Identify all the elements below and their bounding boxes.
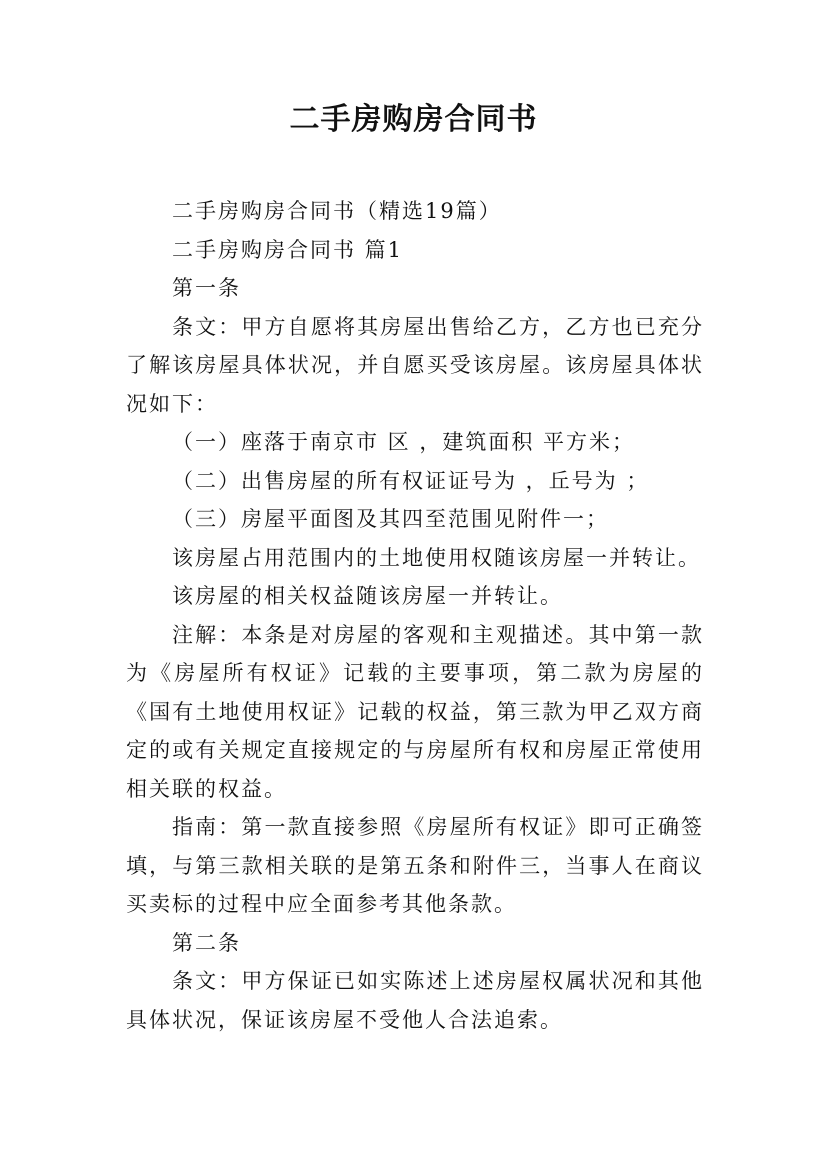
paragraph-article-1-text: 条文：甲方自愿将其房屋出售给乙方，乙方也已充分了解该房屋具体状况，并自愿买受该房屋。该房屋具体状况如下： bbox=[126, 314, 704, 416]
document-body bbox=[126, 192, 704, 1039]
paragraph-item-2: （二）出售房屋的所有权证证号为 ，丘号为 ； bbox=[172, 468, 650, 493]
paragraph-item-1: （一）座落于南京市 区 ，建筑面积 平方米； bbox=[172, 430, 636, 454]
document-title: 二手房购房合同书 bbox=[289, 102, 538, 137]
paragraph-item-3: （三）房屋平面图及其四至范围见附件一； bbox=[172, 507, 609, 531]
paragraph-article-2-text: 条文：甲方保证已如实陈述上述房屋权属状况和其他具体状况，保证该房屋不受他人合法追索。 bbox=[126, 969, 704, 1032]
paragraph-article-1: 第一条 bbox=[172, 276, 241, 300]
paragraph-land-use: 该房屋占用范围内的土地使用权随该房屋一并转让。 bbox=[172, 545, 701, 570]
paragraph-guide: 指南：第一款直接参照《房屋所有权证》即可正确签填，与第三款相关联的是第五条和附件三，当事人在商议买卖标的过程中应全面参考其他条款。 bbox=[126, 815, 704, 916]
paragraph-section-heading: 二手房购房合同书 篇1 bbox=[172, 237, 404, 262]
paragraph-annotation: 注解：本条是对房屋的客观和主观描述。其中第一款为《房屋所有权证》记载的主要事项，第二款为房屋的《国有土地使用权证》记载的权益，第三款为甲乙双方商定的或有关规定直接规定的与房屋所有权和房屋正常使用相关联的权益。 bbox=[126, 622, 704, 801]
paragraph-article-2: 第二条 bbox=[172, 930, 241, 955]
paragraph-collection-title: 二手房购房合同书（精选19篇） bbox=[172, 199, 502, 223]
paragraph-related-rights: 该房屋的相关权益随该房屋一并转让。 bbox=[172, 584, 563, 608]
